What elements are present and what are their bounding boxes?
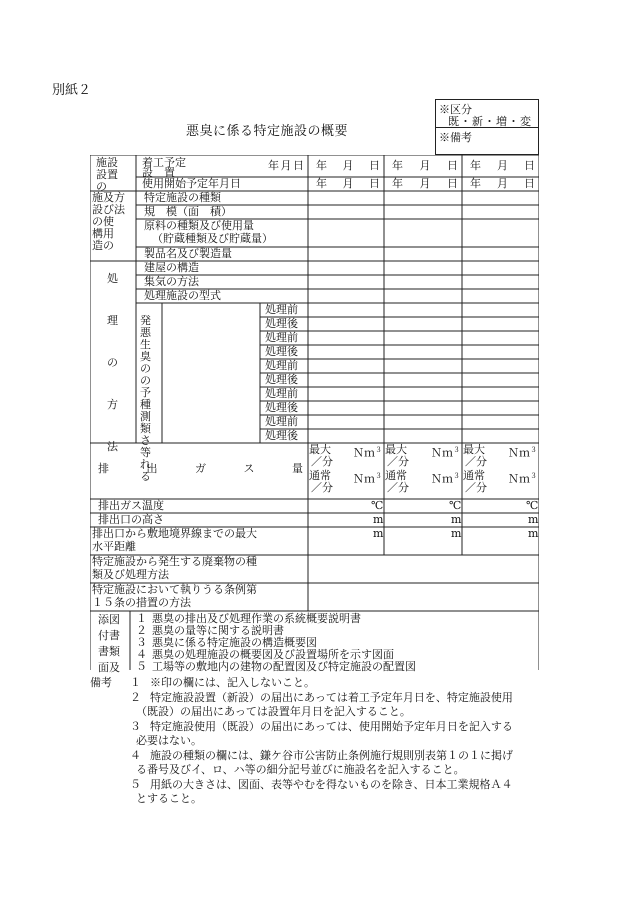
exhaust-kind: 最大 xyxy=(463,443,485,456)
per-min-label: ／分 xyxy=(311,455,333,468)
before-after-label: 処理後 xyxy=(265,317,298,330)
install-group-label: 施設 xyxy=(96,156,118,169)
materials-label: 原料の種類及び使用量 xyxy=(144,219,254,232)
start-planned-label: 着工予定 xyxy=(142,156,186,169)
note-text: （既設）の届出にあっては設置年月日を記入すること。 xyxy=(136,705,411,718)
distance-unit: m xyxy=(373,527,384,540)
per-min-label: ／分 xyxy=(465,481,487,494)
exhaust-temp-label: 排出ガス温度 xyxy=(98,499,164,512)
date-cell xyxy=(392,160,458,172)
facility-overview-table xyxy=(90,155,539,674)
odor-group-line: 測類 xyxy=(140,410,151,435)
date-part: 月 xyxy=(342,177,354,190)
date-part: 年 xyxy=(316,159,327,172)
odor-group-line: さ等 xyxy=(140,434,151,459)
classification-label: ※区分 xyxy=(439,103,472,116)
before-after-label: 処理後 xyxy=(265,345,298,358)
height-unit: m xyxy=(373,513,384,526)
date-part: 日 xyxy=(524,177,535,190)
attachment-text: 悪臭の処理施設の概要図及び設置場所を示す図面 xyxy=(152,648,394,661)
before-after-label: 処理後 xyxy=(265,373,298,386)
date-part: 年 xyxy=(392,159,403,172)
exhaust-char: ス xyxy=(243,462,255,475)
exhaust-char: 量 xyxy=(292,462,303,475)
date-part: 月 xyxy=(280,159,292,172)
date-part: 年 xyxy=(470,159,481,172)
date-part: 年 xyxy=(268,159,279,172)
date-part: 日 xyxy=(369,159,380,172)
date-cell xyxy=(392,178,458,190)
date-part: 日 xyxy=(369,177,380,190)
exhaust-char: 出 xyxy=(146,462,158,475)
height-unit: m xyxy=(528,513,539,526)
note-text: 施設の種類の欄には、鎌ケ谷市公害防止条例施行規則別表第１の１に掲げ xyxy=(150,748,513,762)
temp-unit: ℃ xyxy=(371,499,384,512)
note-number: １ xyxy=(130,676,141,689)
form-number: 別紙２ xyxy=(52,83,92,98)
exhaust-unit: Ｎｍ$^3$ xyxy=(508,446,537,460)
temp-unit: ℃ xyxy=(449,499,462,512)
exhaust-volume-label xyxy=(98,463,303,475)
waste-label: 特定施設から発生する廃棄物の種 xyxy=(92,555,257,568)
odor-group-line: れ xyxy=(140,458,151,471)
odor-group-line: 発悪 xyxy=(140,314,151,339)
exhaust-kind: 通常 xyxy=(385,469,407,482)
distance-unit: m xyxy=(528,527,539,540)
install-group-label: 設置 xyxy=(96,168,118,181)
date-cell xyxy=(316,160,380,172)
attach-group-label: 添図 xyxy=(98,613,120,626)
date-part: 日 xyxy=(447,177,458,190)
outlet-height-label: 排出口の高さ xyxy=(98,513,164,526)
exhaust-kind: 通常 xyxy=(309,469,331,482)
exhaust-kind: 最大 xyxy=(309,443,331,456)
before-after-label: 処理後 xyxy=(265,401,298,414)
temp-unit: ℃ xyxy=(526,499,539,512)
odor-group-line: る xyxy=(140,470,151,483)
odor-group-line: 予種 xyxy=(140,386,151,411)
date-part: 月 xyxy=(342,159,354,172)
exhaust-unit: Ｎｍ$^3$ xyxy=(431,446,460,460)
process-row-label: 建屋の構造 xyxy=(144,261,199,274)
process-group-label: 理 xyxy=(107,314,118,327)
odor-group-line: のの xyxy=(140,362,151,387)
distance-label-2: 水平距離 xyxy=(92,540,136,553)
date-part: 年 xyxy=(470,177,481,190)
use-start-label: 使用開始予定年月日 xyxy=(142,177,241,190)
process-group-label: 法 xyxy=(107,440,118,453)
before-after-label: 処理前 xyxy=(265,359,298,372)
exhaust-unit: Ｎｍ$^3$ xyxy=(353,472,382,486)
storage-label: （貯蔵種類及び貯蔵量） xyxy=(152,232,273,245)
attachment-number: ４ xyxy=(136,648,147,661)
height-unit: m xyxy=(451,513,462,526)
date-part: 日 xyxy=(293,159,304,172)
distance-unit: m xyxy=(451,527,462,540)
process-row-label: 集気の方法 xyxy=(144,275,199,288)
date-part: 日 xyxy=(524,159,535,172)
scale-label: 規 模（面 積） xyxy=(144,205,232,218)
before-after-label: 処理前 xyxy=(265,303,298,316)
attachment-text: 工場等の敷地内の建物の配置図及び特定施設の配置図 xyxy=(152,660,416,673)
note-text: ※印の欄には、記入しないこと。 xyxy=(150,676,315,689)
process-group-label: 方 xyxy=(107,398,118,411)
attachment-number: ２ xyxy=(136,624,147,637)
measures-label-2: １５条の措置の方法 xyxy=(92,596,191,609)
date-part: 年 xyxy=(316,177,327,190)
per-min-label: ／分 xyxy=(387,455,409,468)
date-part: 日 xyxy=(447,159,458,172)
classification-options: 既・新・増・変 xyxy=(448,115,532,128)
odor-group-label xyxy=(140,314,160,483)
per-min-label: ／分 xyxy=(465,455,487,468)
waste-label-2: 類及び処理方法 xyxy=(92,568,169,581)
note-text: 用紙の大きさは、図面、表等やむを得ないものを除き、日本工業規格Ａ４ xyxy=(150,777,513,791)
attachment-number: １ xyxy=(136,612,147,625)
exhaust-unit: Ｎｍ$^3$ xyxy=(431,472,460,486)
struct-group-label: の使 xyxy=(92,215,114,228)
before-after-label: 処理前 xyxy=(265,331,298,344)
remark-label: ※備考 xyxy=(439,131,472,144)
install-group-label: の xyxy=(96,180,107,193)
measures-label: 特定施設において執りうる条例第 xyxy=(92,583,257,596)
classification-box xyxy=(435,99,539,155)
date-cell xyxy=(470,160,535,172)
date-part: 月 xyxy=(497,159,508,172)
note-text: 必要はない。 xyxy=(136,734,202,747)
struct-group-label: 設び法 xyxy=(92,203,125,216)
products-label: 製品名及び製造量 xyxy=(144,247,232,260)
attachment-text: 悪臭の量等に関する説明書 xyxy=(152,624,284,637)
note-number: ３ xyxy=(130,719,141,733)
exhaust-unit: Ｎｍ$^3$ xyxy=(353,446,382,460)
note-number: ５ xyxy=(130,777,141,791)
form-title: 悪臭に係る特定施設の概要 xyxy=(186,124,349,139)
facility-type-label: 特定施設の種類 xyxy=(144,191,221,204)
process-group-label: の xyxy=(107,356,118,369)
attachment-number: ３ xyxy=(136,636,147,649)
date-part: 月 xyxy=(497,177,508,190)
note-text: 特定施設使用（既設）の届出にあっては、使用開始予定年月日を記入する xyxy=(150,719,513,733)
exhaust-unit: Ｎｍ$^3$ xyxy=(508,472,537,486)
process-group-label: 処 xyxy=(107,272,118,285)
attach-group-label: 付書 xyxy=(98,629,120,642)
date-part: 月 xyxy=(419,159,431,172)
note-text: る番号及びイ、ロ、ハ等の細分記号並びに施設名を記入すること。 xyxy=(136,763,465,776)
date-part: 年 xyxy=(392,177,403,190)
per-min-label: ／分 xyxy=(311,481,333,494)
before-after-label: 処理後 xyxy=(265,429,298,442)
per-min-label: ／分 xyxy=(387,481,409,494)
exhaust-char: 排 xyxy=(98,462,109,475)
date-part: 月 xyxy=(419,177,431,190)
attach-group-label: 書類 xyxy=(98,645,120,658)
note-number: ２ xyxy=(130,690,141,704)
date-cell xyxy=(268,160,304,172)
notes-heading: 備考 xyxy=(90,676,112,689)
struct-group-label: 施及方 xyxy=(92,191,125,204)
process-row-label: 処理施設の型式 xyxy=(144,289,221,302)
note-number: ４ xyxy=(130,748,141,762)
note-text: 特定施設設置（新設）の届出にあっては着工予定年月日を、特定施設使用 xyxy=(150,690,513,704)
note-text: とすること。 xyxy=(136,792,202,805)
before-after-label: 処理前 xyxy=(265,387,298,400)
odor-group-line: 生臭 xyxy=(140,338,151,363)
date-cell xyxy=(316,178,380,190)
exhaust-kind: 最大 xyxy=(385,443,407,456)
exhaust-kind: 通常 xyxy=(463,469,485,482)
attachment-text: 悪臭に係る特定施設の構造概要図 xyxy=(152,636,317,649)
attachment-text: 悪臭の排出及び処理作業の系統概要説明書 xyxy=(152,612,361,625)
start-planned-sub-label: 設 置 xyxy=(142,166,175,179)
attach-group-label: 面及 xyxy=(98,661,120,674)
date-cell xyxy=(470,178,535,190)
struct-group-label: 構用 xyxy=(92,227,114,240)
struct-group-label: 造の xyxy=(92,239,114,252)
attachment-number: ５ xyxy=(136,660,147,673)
before-after-label: 処理前 xyxy=(265,415,298,428)
distance-label: 排出口から敷地境界線までの最大 xyxy=(92,527,257,540)
exhaust-char: ガ xyxy=(195,462,206,475)
